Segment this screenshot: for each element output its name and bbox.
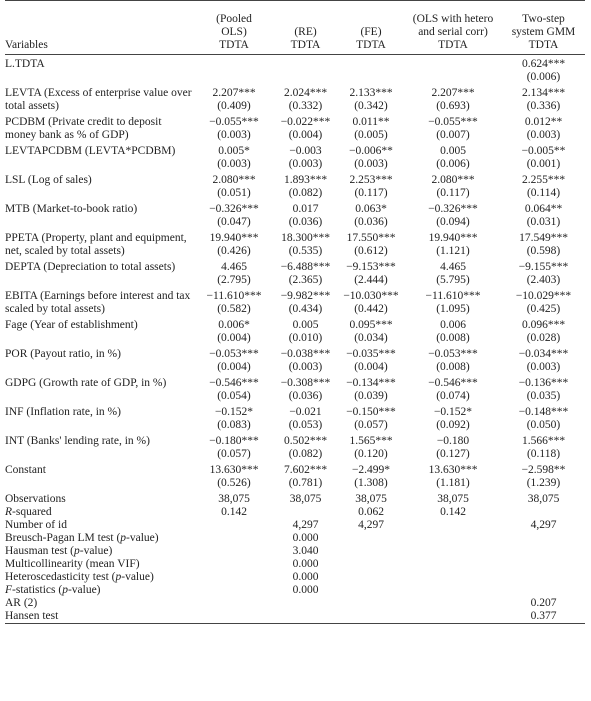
coefficient-cell: 0.096*** [521, 319, 566, 331]
variable-label: INF (Inflation rate, in %) [5, 406, 121, 418]
coefficient-cell: 2.133*** [349, 87, 393, 99]
standard-error-cell: (0.004) [288, 129, 323, 141]
standard-error-cell: (0.118) [526, 448, 561, 460]
table-row [5, 113, 585, 129]
stats-row [5, 545, 585, 558]
stat-value [195, 558, 273, 571]
standard-error-cell: (0.007) [436, 129, 470, 141]
coefficient-cell: −0.150*** [346, 406, 396, 418]
standard-error-cell: (0.050) [526, 419, 561, 431]
coefficient-cell: 17.550*** [346, 232, 396, 244]
standard-error-cell: (0.127) [436, 448, 470, 460]
variable-label: L.TDTA [5, 58, 45, 70]
coefficient-cell: 2.207*** [431, 87, 475, 99]
standard-error-cell [338, 71, 404, 84]
coefficient-cell: 4.465 [221, 261, 247, 273]
coefficient-cell: 0.012** [524, 116, 563, 128]
standard-error-cell: (0.082) [288, 187, 323, 199]
stat-value [404, 558, 502, 571]
standard-error-cell: (0.031) [526, 216, 561, 228]
standard-error-cell [404, 71, 502, 84]
column-header-5: Two-step system GMM TDTA [502, 1, 585, 55]
standard-error-cell: (0.036) [354, 216, 388, 228]
standard-error-cell [273, 71, 338, 84]
stat-value [502, 584, 585, 597]
stat-label: R-squared [5, 506, 52, 518]
coefficient-cell: −0.326*** [209, 203, 259, 215]
standard-error-cell: (0.003) [217, 129, 251, 141]
coefficient-cell: −0.134*** [346, 377, 396, 389]
stat-value [195, 597, 273, 610]
variable-label: LEVTA (Excess of enterprise value over total assets) [5, 87, 192, 112]
standard-error-cell: (0.117) [354, 187, 388, 199]
column-header-3: (FE) TDTA [338, 1, 404, 55]
stat-value: 38,075 [355, 493, 387, 505]
stat-value: 0.142 [440, 506, 466, 518]
coefficient-cell [404, 55, 502, 72]
stat-label: Hausman test (p-value) [5, 545, 113, 557]
coefficient-cell: −0.022*** [280, 116, 331, 128]
coefficient-cell: 0.011** [352, 116, 390, 128]
standard-error-cell: (0.034) [354, 332, 388, 344]
coefficient-cell: 0.005 [440, 145, 466, 157]
standard-error-cell: (0.053) [288, 419, 323, 431]
standard-error-cell: (0.004) [217, 361, 251, 373]
variable-label: LEVTAPCDBM (LEVTA*PCDBM) [5, 145, 176, 157]
standard-error-cell: (1.308) [354, 477, 388, 489]
stat-value: 4,297 [292, 519, 319, 531]
variable-label: Fage (Year of establishment) [5, 319, 138, 331]
standard-error-cell: (0.442) [354, 303, 388, 315]
table-row [5, 142, 585, 158]
coefficient-cell: 19.940*** [209, 232, 259, 244]
stat-value: 0.000 [292, 532, 319, 544]
stats-row [5, 584, 585, 597]
standard-error-cell: (0.535) [288, 245, 323, 257]
standard-error-cell: (0.092) [436, 419, 470, 431]
standard-error-cell: (2.444) [354, 274, 388, 286]
coefficient-cell: 2.024*** [283, 87, 328, 99]
coefficient-cell: −10.030*** [343, 290, 399, 302]
coefficient-cell: −0.152* [214, 406, 254, 418]
stat-value [195, 584, 273, 597]
standard-error-cell: (2.795) [217, 274, 251, 286]
standard-error-cell: (0.035) [526, 390, 561, 402]
coefficient-cell: 13.630*** [428, 464, 478, 476]
table-header [5, 1, 585, 55]
standard-error-cell: (2.365) [288, 274, 323, 286]
stat-value: 0.142 [221, 506, 247, 518]
stat-value [273, 610, 338, 624]
standard-error-cell: (0.120) [354, 448, 388, 460]
stat-value [338, 532, 404, 545]
stat-value [404, 545, 502, 558]
standard-error-cell: (0.781) [288, 477, 323, 489]
standard-error-cell: (1.239) [526, 477, 561, 489]
stat-value [273, 597, 338, 610]
coefficient-cell: −0.546*** [209, 377, 259, 389]
stats-row [5, 610, 585, 624]
stat-value: 3.040 [292, 545, 319, 557]
standard-error-cell: (0.598) [526, 245, 561, 257]
stat-value [404, 610, 502, 624]
coefficient-cell: −0.152* [433, 406, 473, 418]
table-row [5, 55, 585, 72]
stats-row [5, 571, 585, 584]
coefficient-cell: −0.021 [289, 406, 322, 418]
table-row [5, 461, 585, 477]
stat-label: AR (2) [5, 597, 38, 609]
standard-error-cell: (0.006) [526, 71, 561, 83]
standard-error-cell: (0.010) [288, 332, 323, 344]
standard-error-cell: (0.083) [217, 419, 251, 431]
table-row [5, 345, 585, 361]
coefficient-cell: 2.080*** [431, 174, 475, 186]
standard-error-cell [195, 71, 273, 84]
stat-value: 4,297 [530, 519, 557, 531]
coefficient-cell: −0.180 [436, 435, 470, 447]
coefficient-cell: −2.499* [351, 464, 391, 476]
coefficient-cell: 2.255*** [521, 174, 566, 186]
column-header-1: (Pooled OLS) TDTA [195, 1, 273, 55]
standard-error-cell: (0.008) [436, 361, 470, 373]
stat-value [195, 532, 273, 545]
variable-label: EBITA (Earnings before interest and tax scaled by total assets) [5, 290, 191, 315]
stats-row [5, 519, 585, 532]
coefficient-cell: 2.253*** [349, 174, 393, 186]
standard-error-cell: (0.004) [354, 361, 388, 373]
stat-value [338, 545, 404, 558]
column-header-2: (RE) TDTA [273, 1, 338, 55]
stat-value: 38,075 [437, 493, 469, 505]
variable-label: DEPTA (Depreciation to total assets) [5, 261, 176, 273]
standard-error-cell: (0.526) [217, 477, 251, 489]
standard-error-cell: (0.003) [288, 361, 323, 373]
standard-error-cell: (0.003) [526, 361, 561, 373]
coefficient-cell: −9.982*** [280, 290, 331, 302]
standard-error-cell: (0.039) [354, 390, 388, 402]
standard-error-cell: (0.332) [288, 100, 323, 112]
stat-value [502, 532, 585, 545]
coefficient-cell: −0.053*** [209, 348, 259, 360]
variable-label: PCDBM (Private credit to deposit money bank as % of GDP) [5, 116, 162, 141]
stat-label: Number of id [5, 519, 67, 531]
stat-value [502, 545, 585, 558]
coefficient-cell [273, 55, 338, 72]
variable-label: PPETA (Property, plant and equipment, net, scaled by total assets) [5, 232, 187, 257]
stats-row [5, 597, 585, 610]
table-row [5, 229, 585, 245]
standard-error-cell: (0.612) [354, 245, 388, 257]
coefficient-cell: −0.038*** [280, 348, 331, 360]
stat-value: 4,297 [358, 519, 384, 531]
standard-error-cell: (1.095) [436, 303, 470, 315]
regression-table-container [5, 0, 585, 624]
stat-value: 0.062 [358, 506, 384, 518]
table-row [5, 258, 585, 274]
coefficient-cell: 13.630*** [209, 464, 259, 476]
standard-error-cell: (0.425) [526, 303, 561, 315]
coefficient-cell: 0.005 [292, 319, 319, 331]
standard-error-cell: (0.001) [526, 158, 561, 170]
table-row [5, 432, 585, 448]
coefficient-cell: −0.148*** [518, 406, 569, 418]
coefficient-cell: −0.055*** [209, 116, 259, 128]
standard-error-cell: (1.181) [436, 477, 470, 489]
coefficient-cell: −11.610*** [206, 290, 262, 302]
coefficient-cell: 0.502*** [283, 435, 328, 447]
stat-value [273, 506, 338, 519]
standard-error-cell: (0.006) [436, 158, 470, 170]
standard-error-cell: (1.121) [436, 245, 470, 257]
stat-value: 38,075 [218, 493, 250, 505]
stat-value: 38,075 [527, 493, 560, 505]
stat-value [195, 519, 273, 532]
coefficient-cell: 18.300*** [281, 232, 330, 244]
coefficient-cell: 0.063* [355, 203, 387, 215]
stat-value: 0.207 [530, 597, 557, 609]
standard-error-cell: (0.047) [217, 216, 251, 228]
standard-error-cell: (0.003) [354, 158, 388, 170]
coefficient-cell: 1.565*** [349, 435, 393, 447]
standard-error-cell: (0.004) [217, 332, 251, 344]
standard-error-cell: (0.426) [217, 245, 251, 257]
coefficient-cell: 0.624*** [521, 58, 566, 70]
stat-label: Observations [5, 493, 66, 505]
standard-error-cell: (0.114) [526, 187, 561, 199]
stat-value [404, 597, 502, 610]
coefficient-cell: −0.035*** [346, 348, 396, 360]
coefficient-cell: −9.153*** [346, 261, 396, 273]
table-row [5, 171, 585, 187]
stat-value [404, 519, 502, 532]
stat-value [195, 571, 273, 584]
coefficient-cell: −0.006** [349, 145, 393, 157]
stats-row [5, 558, 585, 571]
stat-value [338, 558, 404, 571]
stat-value [195, 610, 273, 624]
standard-error-cell: (2.403) [526, 274, 561, 286]
variable-label: POR (Payout ratio, in %) [5, 348, 121, 360]
stats-row [5, 506, 585, 519]
stat-value [338, 571, 404, 584]
coefficient-cell: 1.893*** [283, 174, 328, 186]
standard-error-cell: (0.003) [288, 158, 323, 170]
coefficient-cell: 19.940*** [428, 232, 478, 244]
stat-value [502, 571, 585, 584]
column-header-4: (OLS with hetero and serial corr) TDTA [404, 1, 502, 55]
coefficient-cell: 0.006* [218, 319, 250, 331]
coefficient-cell: 2.207*** [212, 87, 256, 99]
standard-error-cell: (5.795) [436, 274, 470, 286]
standard-error-cell: (0.036) [288, 390, 323, 402]
coefficient-cell: −11.610*** [425, 290, 481, 302]
coefficient-cell [338, 55, 404, 72]
coefficient-cell: −0.136*** [518, 377, 569, 389]
table-row [5, 316, 585, 332]
stat-value: 0.000 [292, 558, 319, 570]
standard-error-cell: (0.336) [526, 100, 561, 112]
table-row [5, 374, 585, 390]
standard-error-cell: (0.582) [217, 303, 251, 315]
table-row [5, 287, 585, 303]
standard-error-cell: (0.074) [436, 390, 470, 402]
stat-value: 0.000 [292, 571, 319, 583]
variable-label: INT (Banks' lending rate, in %) [5, 435, 150, 447]
stat-label: Hansen test [5, 610, 195, 624]
standard-error-cell: (0.342) [354, 100, 388, 112]
header-row [5, 1, 585, 55]
stat-value [338, 597, 404, 610]
coefficient-cell: −0.055*** [428, 116, 478, 128]
stat-label: F-statistics (p-value) [5, 584, 101, 596]
coefficient-cell: −6.488*** [280, 261, 331, 273]
standard-error-cell: (0.057) [354, 419, 388, 431]
stat-value [404, 584, 502, 597]
coefficient-cell: 0.006 [440, 319, 466, 331]
column-header-variables: Variables [5, 1, 195, 55]
coefficient-cell: 0.017 [292, 203, 319, 215]
coefficient-cell: −0.003 [289, 145, 322, 157]
stat-label: Breusch-Pagan LM test (p-value) [5, 532, 159, 544]
standard-error-cell: (0.434) [288, 303, 323, 315]
stat-value: 0.000 [292, 584, 319, 596]
standard-error-cell: (0.693) [436, 100, 470, 112]
standard-error-cell: (0.054) [217, 390, 251, 402]
standard-error-cell: (0.094) [436, 216, 470, 228]
stat-value: 0.377 [502, 610, 585, 624]
table-row [5, 84, 585, 100]
stats-row [5, 532, 585, 545]
variable-label: MTB (Market-to-book ratio) [5, 203, 138, 215]
stat-value [404, 532, 502, 545]
stat-label: Multicollinearity (mean VIF) [5, 558, 140, 570]
standard-error-cell: (0.003) [217, 158, 251, 170]
coefficient-cell: −0.053*** [428, 348, 478, 360]
table-row [5, 200, 585, 216]
coefficient-cell: 0.095*** [349, 319, 393, 331]
coefficient-cell: −9.155*** [518, 261, 569, 273]
stat-value [338, 584, 404, 597]
regression-table [5, 0, 585, 624]
coefficient-cell: 2.134*** [521, 87, 566, 99]
stat-label: Heteroscedasticity test (p-value) [5, 571, 154, 583]
coefficient-cell [195, 55, 273, 72]
standard-error-cell: (0.057) [217, 448, 251, 460]
stat-value [502, 558, 585, 571]
coefficient-cell: −0.005** [521, 145, 566, 157]
coefficient-cell: −0.180*** [209, 435, 259, 447]
coefficient-cell: 2.080*** [212, 174, 256, 186]
standard-error-cell: (0.082) [288, 448, 323, 460]
variable-label: Constant [5, 464, 46, 476]
standard-error-cell: (0.117) [436, 187, 470, 199]
coefficient-cell: −0.326*** [428, 203, 478, 215]
table-row [5, 403, 585, 419]
standard-error-cell: (0.051) [217, 187, 251, 199]
coefficient-cell: −10.029*** [515, 290, 572, 302]
standard-error-cell: (0.008) [436, 332, 470, 344]
stat-value [502, 506, 585, 519]
coefficient-cell: 0.005* [218, 145, 250, 157]
stat-value [195, 545, 273, 558]
coefficient-cell: 4.465 [440, 261, 466, 273]
standard-error-cell: (0.409) [217, 100, 251, 112]
coefficient-cell: 17.549*** [519, 232, 568, 244]
coefficient-cell: 0.064** [524, 203, 563, 215]
standard-error-cell: (0.036) [288, 216, 323, 228]
coefficient-cell: −0.308*** [280, 377, 331, 389]
coefficient-cell: −2.598** [521, 464, 566, 476]
coefficient-cell: −0.546*** [428, 377, 478, 389]
coefficient-cell: 1.566*** [521, 435, 566, 447]
coefficient-cell: 7.602*** [283, 464, 328, 476]
variable-label: GDPG (Growth rate of GDP, in %) [5, 377, 167, 389]
variable-label: LSL (Log of sales) [5, 174, 92, 186]
standard-error-cell: (0.003) [526, 129, 561, 141]
standard-error-cell: (0.028) [526, 332, 561, 344]
table-body [5, 55, 585, 624]
stats-row [5, 490, 585, 506]
stat-value [404, 571, 502, 584]
coefficient-cell: −0.034*** [518, 348, 569, 360]
standard-error-cell: (0.005) [354, 129, 388, 141]
stat-value [338, 610, 404, 624]
stat-value: 38,075 [289, 493, 322, 505]
